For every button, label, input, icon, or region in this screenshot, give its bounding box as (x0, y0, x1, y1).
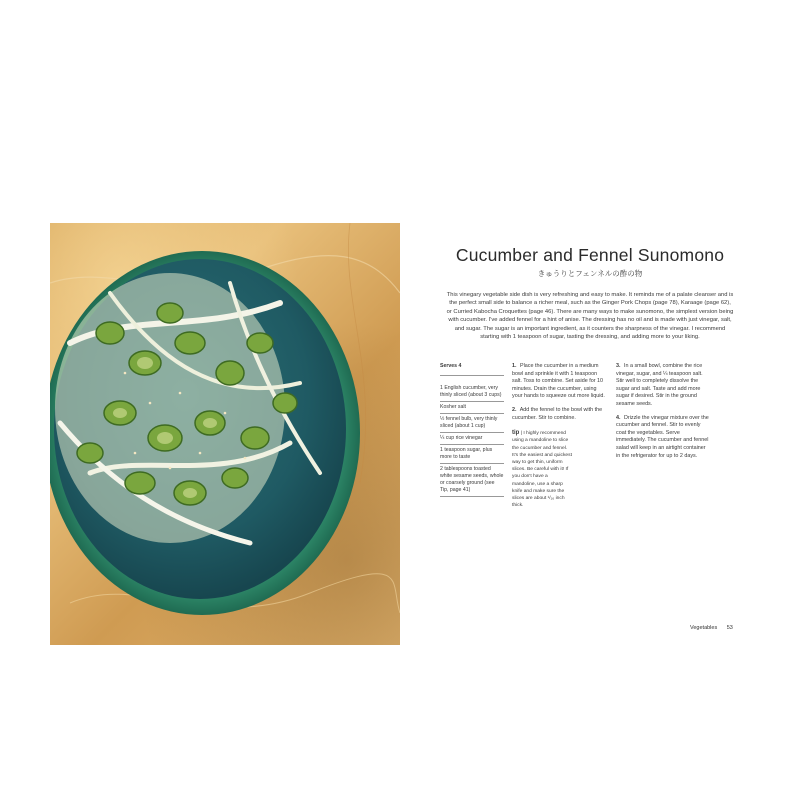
step-text: Drizzle the vinegar mixture over the cucumber and fennel. Stir to evenly coat the vegetables. Serve immediately. The cucumber and fennel salad will keep in an airtight container in the refrigerator for up to 2 days. (616, 414, 709, 459)
step-number: 3. (616, 363, 621, 369)
page-footer (690, 625, 733, 631)
salad-bowl-illustration (50, 223, 400, 645)
tip-separator: | (520, 431, 524, 437)
serves-label: Serves 4 (440, 363, 504, 376)
recipe-title: Cucumber and Fennel Sunomono (455, 245, 725, 265)
recipe-photo (50, 223, 400, 645)
step-1 (512, 363, 606, 401)
ingredient-item: Kosher salt (440, 403, 504, 414)
step-number: 4. (616, 414, 621, 421)
ingredient-item: 1 teaspoon sugar, plus more to taste (440, 446, 504, 464)
step-4 (616, 415, 710, 461)
step-text: Place the cucumber in a medium bowl and sprinkle it with 1 teaspoon salt. Toss to combine. Set aside for 10 minutes. Drain the cucumber, using your hands to squeeze out more liquid. (512, 363, 605, 400)
tip-text: I highly recommend using a mandoline to slice the cucumber and fennel. It's the easiest and quickest way to get thin, uniform slices. Be careful with it! If you don't have a mandoline, use a sharp knife and make sure the slices are about ¹/₁₆ inch thick. (512, 431, 572, 509)
ingredient-item: 2 tablespoons toasted white sesame seeds, whole or coarsely ground (see Tip, page 41) (440, 465, 504, 497)
step-3 (616, 363, 710, 409)
recipe-subtitle-japanese: きゅうりとフェンネルの酢の物 (537, 269, 643, 278)
page-number: 53 (726, 625, 733, 631)
steps-column-left (512, 363, 606, 509)
steps-column-right (616, 363, 710, 466)
step-number: 1. (512, 363, 517, 369)
tip-label: tip (512, 430, 520, 437)
ingredient-item: 1 English cucumber, very thinly sliced (about 3 cups) (440, 384, 504, 402)
step-text: Add the fennel to the bowl with the cucumber. Stir to combine. (512, 406, 603, 421)
ingredient-item: ¼ cup rice vinegar (440, 434, 504, 445)
step-number: 2. (512, 406, 517, 413)
ingredients-list (440, 363, 504, 498)
step-2 (512, 407, 606, 422)
step-text: In a small bowl, combine the rice vinegar, sugar, and ¼ teaspoon salt. Stir well to completely dissolve the sugar and salt. Taste and add more sugar if desired. Stir in the ground sesame seeds. (616, 363, 703, 407)
recipe-intro: This vinegary vegetable side dish is very refreshing and easy to make. It reminds me of a palate cleanser and is the perfect small side to balance a richer meal, such as the Ginger Pork Chops (page 78), Karaage (page 62), or Curried Kabocha Croquettes (page 46). There are many ways to make sunomono, the simplest version being with cucumber. I've added fennel for a hint of anise. The dressing has no oil and is made with just vinegar, salt, and sugar. The sugar is an important ingredient, as it counters the sharpness of the vinegar. I recommend starting with 1 teaspoon of sugar, tasting the dressing, and adding more to your liking. (446, 292, 734, 341)
ingredient-item: ½ fennel bulb, very thinly sliced (about 1 cup) (440, 415, 504, 433)
section-name: Vegetables (690, 625, 718, 631)
tip-box (512, 430, 572, 509)
